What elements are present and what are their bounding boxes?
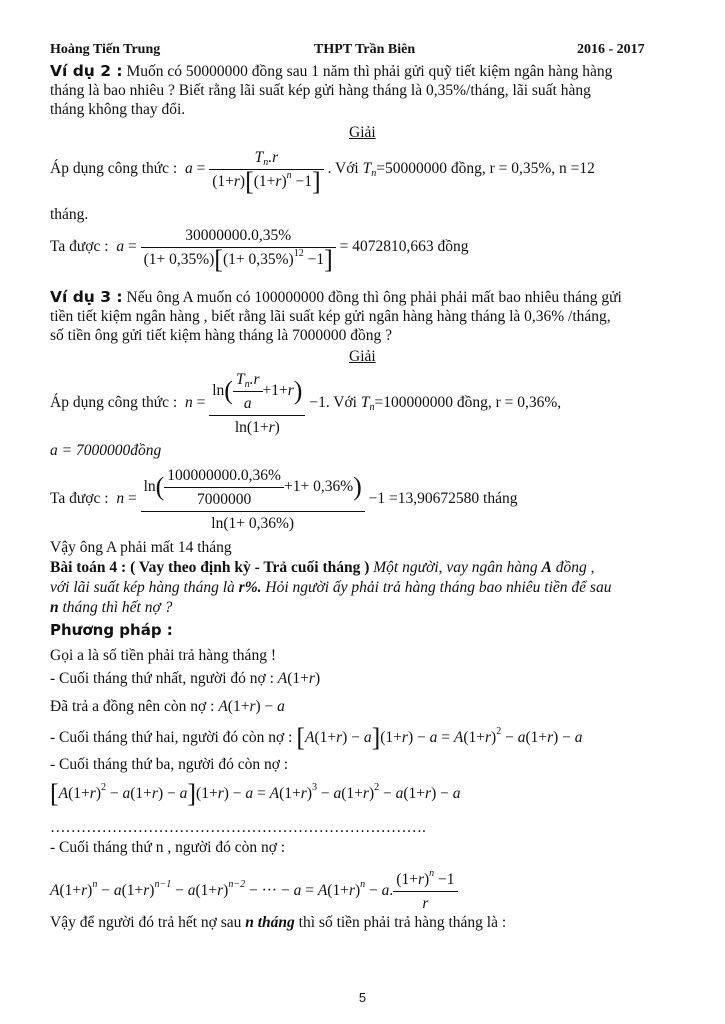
ex3-formula-line: Áp dụng công thức : n = ln( $\frac{T_n.r}{a}$ +1+r) ln(1+r) −1. Với $T_n=100000000$ đồng, r = 0,36%, — [50, 371, 562, 436]
ex3-text1: Nếu ông A muốn có 100000000 đồng thì ông phải phải mất bao nhiêu tháng gửi — [122, 289, 622, 306]
method-step4: - Cuối tháng thứ hai, người đó còn nợ : $[A(1+r) - a](1+r) - a = A(1+r)^2 - a(1+r) - a$ — [50, 723, 583, 752]
prob4-text1b: đồng , — [551, 559, 595, 576]
ex3-values: =100000000 đồng, r = 0,36%, — [374, 394, 562, 412]
ex3-result-label: Ta được : — [50, 490, 109, 508]
ex2-result-num: 30000000.0,35% — [185, 227, 292, 244]
prob4-text2b: Hỏi người ấy phải trả hàng tháng bao nhiêu tiền để sau — [261, 579, 612, 596]
ex2-formula-fraction: $\frac{T_n.r}{(1+r)[(1+r)^n -1]}$ — [209, 148, 323, 191]
ex2-line2: tháng là bao nhiêu ? Biết rằng lãi suất kép gửi hàng tháng là 0,35%/tháng, lãi suất hàng — [50, 82, 591, 99]
prob4-text1: Một người, vay ngân hàng — [369, 559, 542, 576]
method-dots: ………………………………………………………………. — [50, 819, 426, 836]
header-year: 2016 - 2017 — [577, 42, 645, 57]
prob4-n: n — [50, 599, 59, 616]
prob4-A: A — [541, 559, 552, 576]
ex2-values: =50000000 đồng, r = 0,35%, n =12 — [376, 160, 595, 178]
ex2-result-line: Ta được : a = $\frac{30000000.0,35\%}{(1+ 0,35\%)[(1+ 0,35\%)^{12} -1]}$ = 4072810,663 đồng — [50, 227, 469, 274]
ex2-apply-label: Áp dụng công thức : — [50, 160, 178, 178]
prob4-text2a: với lãi suất kép hàng tháng là — [50, 579, 239, 596]
header-school: THPT Trần Biên — [314, 42, 416, 57]
ex3-solution-heading: Giải — [349, 348, 376, 365]
ex2-solution-heading: Giải — [349, 124, 376, 141]
method-step7a: Vậy để người đó trả hết nợ sau — [50, 914, 246, 931]
ex3-result-den1: 7000000 — [164, 487, 284, 509]
ex2-formula-line: Áp dụng công thức : a = $\frac{T_n.r}{(1+r)[(1+r)^n -1]}$ . Với $T_n=50000000$ đồng, r = 0,35%, n =12 — [50, 149, 595, 196]
ex3-result-fraction: ln( $\frac{100000000.0,36\%}{7000000}$ +1+ 0,36%) ln(1+ 0,36%) — [141, 466, 365, 533]
ex2-label: Ví dụ 2 : — [50, 62, 123, 80]
method-step7 — [50, 913, 506, 932]
ex3-line1 — [50, 288, 622, 307]
ex3-label: Ví dụ 3 : — [50, 288, 123, 306]
method-step2: - Cuối tháng thứ nhất, người đó nợ : A(1+r) — [50, 670, 321, 687]
ex3-line3: số tiền ông gửi tiết kiệm hàng tháng là 7000000 đồng ? — [50, 327, 393, 344]
ex2-line3: tháng không thay đổi. — [50, 101, 186, 118]
ex2-text1: Muốn có 50000000 đồng sau 1 năm thì phải gửi quỹ tiết kiệm ngân hàng hàng — [122, 63, 613, 80]
method-step7c: thì số tiền phải trả hàng tháng là : — [294, 914, 507, 931]
method-step1: Gọi a là số tiền phải trả hàng tháng ! — [50, 647, 276, 664]
prob4-label: Bài toán 4 : ( Vay theo định kỳ - Trả cuối tháng ) — [50, 559, 370, 576]
ex3-result-den: ln(1+ 0,36%) — [141, 511, 365, 533]
method-step5: - Cuối tháng thứ ba, người đó còn nợ : — [50, 756, 289, 773]
ex2-result-label: Ta được : — [50, 238, 109, 256]
ex3-result-num1: 100000000.0,36% — [167, 467, 281, 484]
ex2-with: . Với — [327, 160, 359, 178]
ex3-result-tail: +1+ 0,36% — [283, 478, 354, 496]
page-number: 5 — [358, 990, 367, 1005]
prob4-text3: tháng thì hết nợ ? — [58, 599, 173, 616]
ex3-conclusion: Vậy ông A phải mất 14 tháng — [50, 539, 232, 556]
ex3-formula-fraction: ln( $\frac{T_n.r}{a}$ +1+r) ln(1+r) — [209, 370, 305, 437]
method-title: Phương pháp : — [50, 621, 173, 639]
prob4-line2 — [50, 578, 611, 597]
method-step5-formula: $[A(1+r)^2 - a(1+r) - a](1+r) - a = A(1+r)^3 - a(1+r)^2 - a(1+r) - a$ — [50, 779, 461, 808]
method-step3-text: Đã trả a đồng nên còn nợ : — [50, 698, 215, 715]
ex3-result-line: Ta được : n = ln( $\frac{100000000.0,36\%}{7000000}$ +1+ 0,36%) ln(1+ 0,36%) −1 =13,90672580 tháng — [50, 467, 518, 532]
ex3-a-value: a = 7000000đồng — [50, 442, 162, 459]
method-step6-formula: $A(1+r)^n - a(1+r)^{n-1} - a(1+r)^{n-2}$ − ··· − $a = A(1+r)^n - a$. $\frac{(1+r)^n -1}{r}$ — [50, 870, 458, 913]
prob4-r: r%. — [238, 579, 262, 596]
ex3-line2: tiền tiết kiệm ngân hàng , biết rằng lãi suất kép gửi ngân hàng hàng tháng là 0,36% /tháng, — [50, 308, 611, 325]
method-step6: - Cuối tháng thứ n , người đó còn nợ : — [50, 839, 286, 856]
ex3-with: −1. Với — [309, 394, 357, 412]
ex3-result-value: −1 =13,90672580 tháng — [368, 490, 518, 508]
ex2-result-value: = 4072810,663 đồng — [339, 238, 469, 256]
method-step4-text: - Cuối tháng thứ hai, người đó còn nợ : — [50, 729, 293, 746]
header-author: Hoàng Tiến Trung — [50, 42, 161, 57]
prob4-line1 — [50, 558, 595, 577]
prob4-line3 — [50, 598, 172, 617]
ex3-apply-label: Áp dụng công thức : — [50, 394, 178, 412]
method-step2-text: - Cuối tháng thứ nhất, người đó nợ : — [50, 670, 274, 687]
method-step7b: n tháng — [245, 914, 295, 931]
method-step3: Đã trả a đồng nên còn nợ : A(1+r) − a — [50, 698, 285, 715]
ex2-result-fraction: $\frac{30000000.0,35\%}{(1+ 0,35\%)[(1+ 0,35\%)^{12} -1]}$ — [141, 226, 336, 269]
ex2-month: tháng. — [50, 206, 89, 223]
ex2-line1 — [50, 62, 612, 81]
